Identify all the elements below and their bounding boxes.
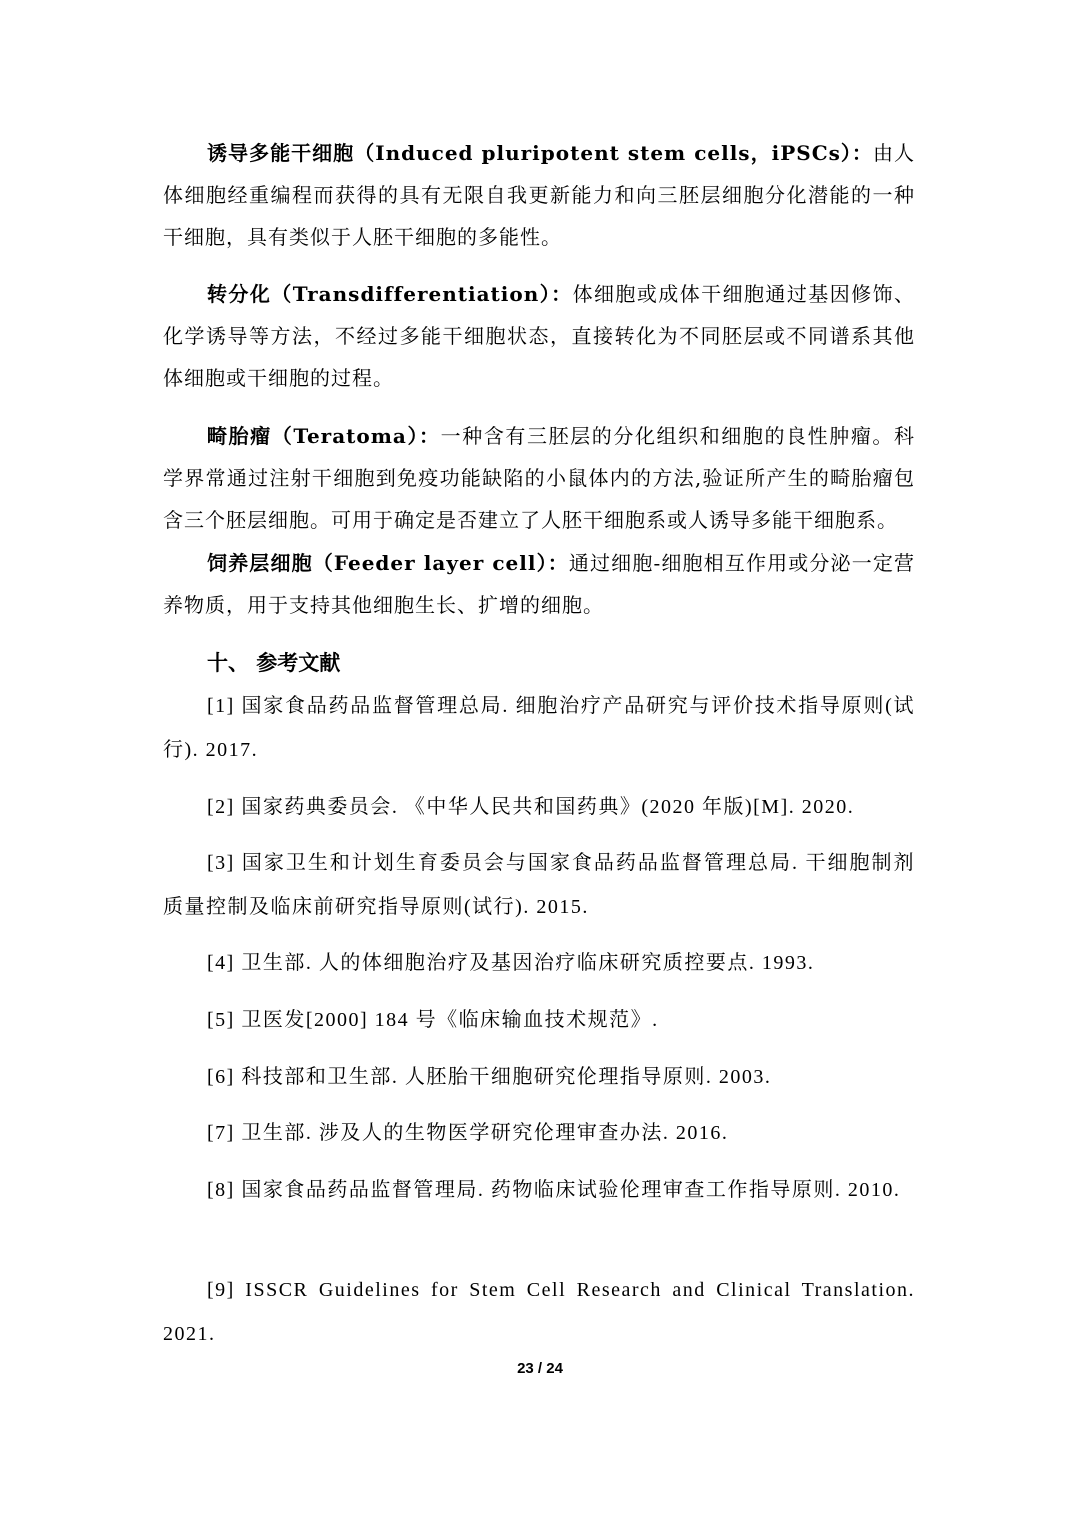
reference-2: [2] 国家药典委员会. 《中华人民共和国药典》(2020 年版)[M]. 2020.	[207, 796, 855, 818]
reference-3: [3] 国家卫生和计划生育委员会与国家食品药品监督管理总局. 干细胞制剂质量控制及临床前研究指导原则(试行). 2015.	[163, 852, 915, 918]
term-label: 转分化（Transdifferentiation）：	[207, 282, 573, 306]
reference-4: [4] 卫生部. 人的体细胞治疗及基因治疗临床研究质控要点. 1993.	[207, 952, 815, 974]
reference-9: [9] ISSCR Guidelines for Stem Cell Research and Clinical Translation. 2021.	[163, 1279, 915, 1345]
term-label: 饲养层细胞（Feeder layer cell）：	[207, 551, 569, 575]
reference-1: [1] 国家食品药品监督管理总局. 细胞治疗产品研究与评价技术指导原则(试行). 2017.	[163, 695, 915, 761]
term-label: 诱导多能干细胞（Induced pluripotent stem cells，iPSCs）：	[207, 141, 873, 165]
definition-text: 由人体细胞经重编程而获得的具有无限自我更新能力和向三胚层细胞分化潜能的一种干细胞，具有类似于人胚干细胞的多能性。	[163, 141, 915, 249]
definition-ipsc	[163, 132, 915, 258]
definition-teratoma	[163, 415, 915, 541]
reference-8: [8] 国家食品药品监督管理局. 药物临床试验伦理审查工作指导原则. 2010.	[207, 1179, 901, 1201]
term-label: 畸胎瘤（Teratoma）：	[207, 424, 441, 448]
definition-text: 一种含有三胚层的分化组织和细胞的良性肿瘤。科学界常通过注射干细胞到免疫功能缺陷的小鼠体内的方法,验证所产生的畸胎瘤包含三个胚层细胞。可用于确定是否建立了人胚干细胞系或人诱导多能干细胞系。	[163, 424, 916, 532]
reference-7: [7] 卫生部. 涉及人的生物医学研究伦理审查办法. 2016.	[207, 1122, 729, 1144]
reference-6: [6] 科技部和卫生部. 人胚胎干细胞研究伦理指导原则. 2003.	[207, 1066, 772, 1088]
definition-feeder-layer	[163, 542, 915, 626]
reference-5: [5] 卫医发[2000] 184 号《临床输血技术规范》.	[207, 1009, 659, 1031]
definition-transdifferentiation	[163, 273, 915, 399]
page-number: 23 / 24	[517, 1360, 563, 1377]
definition-text: 通过细胞-细胞相互作用或分泌一定营养物质，用于支持其他细胞生长、扩增的细胞。	[163, 551, 916, 617]
definition-text: 体细胞或成体干细胞通过基因修饰、化学诱导等方法，不经过多能干细胞状态，直接转化为不同胚层或不同谱系其他体细胞或干细胞的过程。	[163, 282, 915, 390]
section-heading-references: 十、 参考文献	[207, 650, 341, 675]
